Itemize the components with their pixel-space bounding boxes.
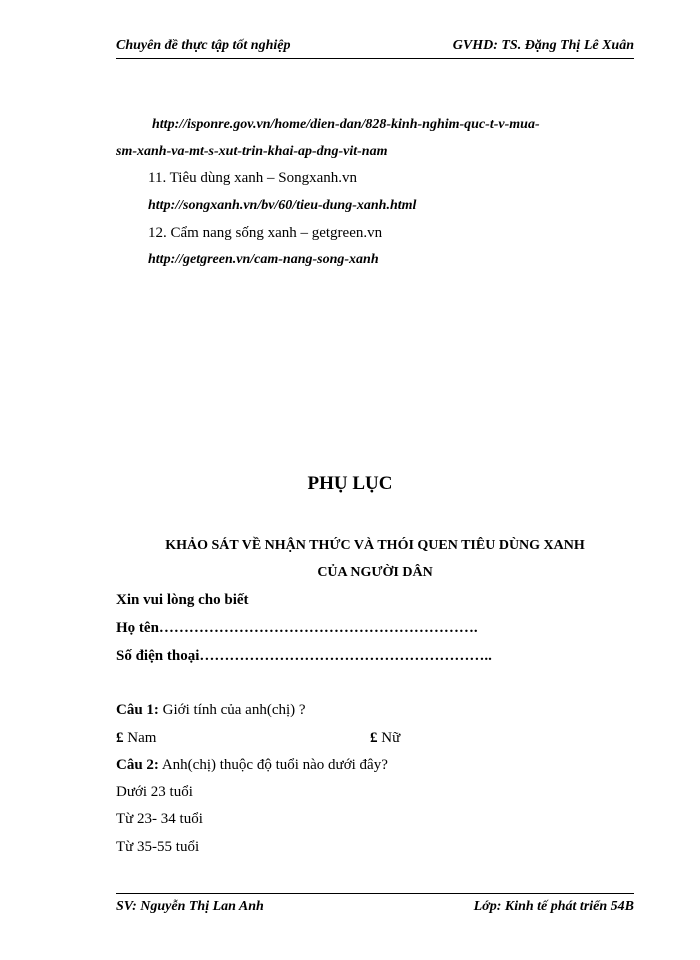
name-field: Họ tên………………………………………………………. — [116, 620, 478, 636]
survey-title-line2: CỦA NGƯỜI DÂN — [317, 565, 433, 580]
survey-title-line1: KHẢO SÁT VỀ NHẬN THỨC VÀ THÓI QUEN TIÊU DÙNG XANH — [165, 538, 585, 553]
question-2 — [116, 757, 388, 774]
age-option-35-55: Từ 35-55 tuổi — [116, 839, 200, 855]
question-2-label: Câu 2: — [116, 757, 159, 773]
header-supervisor: GVHD: TS. Đặng Thị Lê Xuân — [452, 38, 634, 53]
option-male[interactable] — [116, 730, 156, 747]
question-2-text: Anh(chị) thuộc độ tuổi nào dưới đây? — [158, 757, 388, 773]
phone-field: Số điện thoại………………………………………………….. — [116, 648, 492, 664]
reference-url-12: http://getgreen.vn/cam-nang-song-xanh — [148, 252, 379, 267]
survey-intro: Xin vui lòng cho biết — [116, 592, 249, 608]
reference-url-10-line1: http://isponre.gov.vn/home/dien-dan/828-kinh-nghim-quc-t-v-mua- — [152, 117, 540, 132]
page-footer — [116, 893, 634, 914]
option-female[interactable] — [370, 730, 400, 747]
appendix-title: PHỤ LỤC — [307, 473, 393, 494]
question-1-text: Giới tính của anh(chị) ? — [158, 702, 306, 718]
reference-item-11: 11. Tiêu dùng xanh – Songxanh.vn — [148, 170, 358, 186]
question-1 — [116, 702, 306, 719]
header-course-title: Chuyên đề thực tập tốt nghiệp — [116, 38, 291, 53]
checkbox-icon[interactable]: £ — [370, 730, 378, 746]
reference-url-11: http://songxanh.vn/bv/60/tieu-dung-xanh.html — [148, 198, 417, 213]
footer-student: SV: Nguyễn Thị Lan Anh — [116, 899, 264, 914]
page-header — [116, 38, 634, 59]
option-female-label: Nữ — [377, 730, 401, 746]
reference-url-10-line2: sm-xanh-va-mt-s-xut-trin-khai-ap-dng-vit-nam — [116, 144, 388, 159]
option-male-label: Nam — [123, 730, 157, 746]
checkbox-icon[interactable]: £ — [116, 730, 124, 746]
question-1-label: Câu 1: — [116, 702, 159, 718]
age-option-23-34: Từ 23- 34 tuổi — [116, 811, 203, 827]
reference-item-12: 12. Cẩm nang sống xanh – getgreen.vn — [148, 225, 383, 241]
age-option-under-23: Dưới 23 tuổi — [116, 784, 193, 800]
footer-class: Lớp: Kinh tế phát triển 54B — [473, 899, 634, 914]
